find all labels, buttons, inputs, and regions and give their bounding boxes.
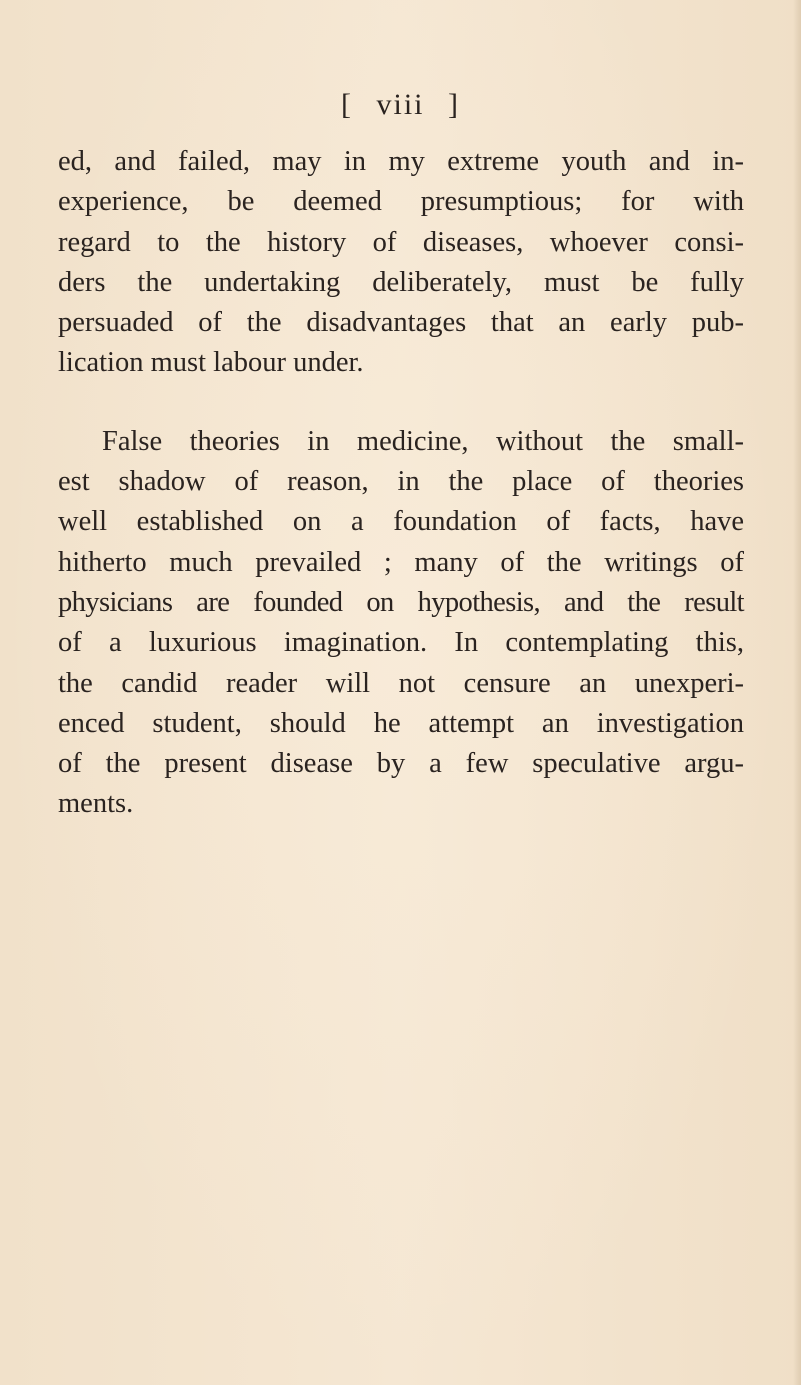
text-line: of a luxurious imagination. In contemplating this, xyxy=(58,627,744,659)
text-line: experience, be deemed presumptious; for with xyxy=(58,186,744,218)
text-line: lication must labour under. xyxy=(58,347,364,379)
text-line: regard to the history of diseases, whoever consi- xyxy=(58,226,744,258)
text-line: physicians are founded on hypothesis, and the result xyxy=(58,586,744,618)
text-line: est shadow of reason, in the place of theories xyxy=(58,466,744,498)
text-line: of the present disease by a few speculative argu- xyxy=(58,748,744,780)
text-line: the candid reader will not censure an unexperi- xyxy=(58,667,744,699)
body-text xyxy=(58,142,744,825)
text-line: False theories in medicine, without the small- xyxy=(102,425,744,457)
text-line: enced student, should he attempt an investigation xyxy=(58,707,744,739)
paragraph-spacer xyxy=(58,384,744,422)
text-line: well established on a foundation of facts, have xyxy=(58,506,744,538)
page-edge-shadow xyxy=(793,0,801,1385)
text-line: persuaded of the disadvantages that an early pub- xyxy=(58,307,744,339)
paragraph-2 xyxy=(58,422,744,825)
text-line: ments. xyxy=(58,788,134,820)
text-line: ed, and failed, may in my extreme youth and in- xyxy=(58,146,744,177)
text-line: ders the undertaking deliberately, must be fully xyxy=(58,266,744,298)
text-line: hitherto much prevailed ; many of the writings of xyxy=(58,546,744,578)
paragraph-1 xyxy=(58,142,744,384)
page-number-header: [ viii ] xyxy=(341,88,460,121)
